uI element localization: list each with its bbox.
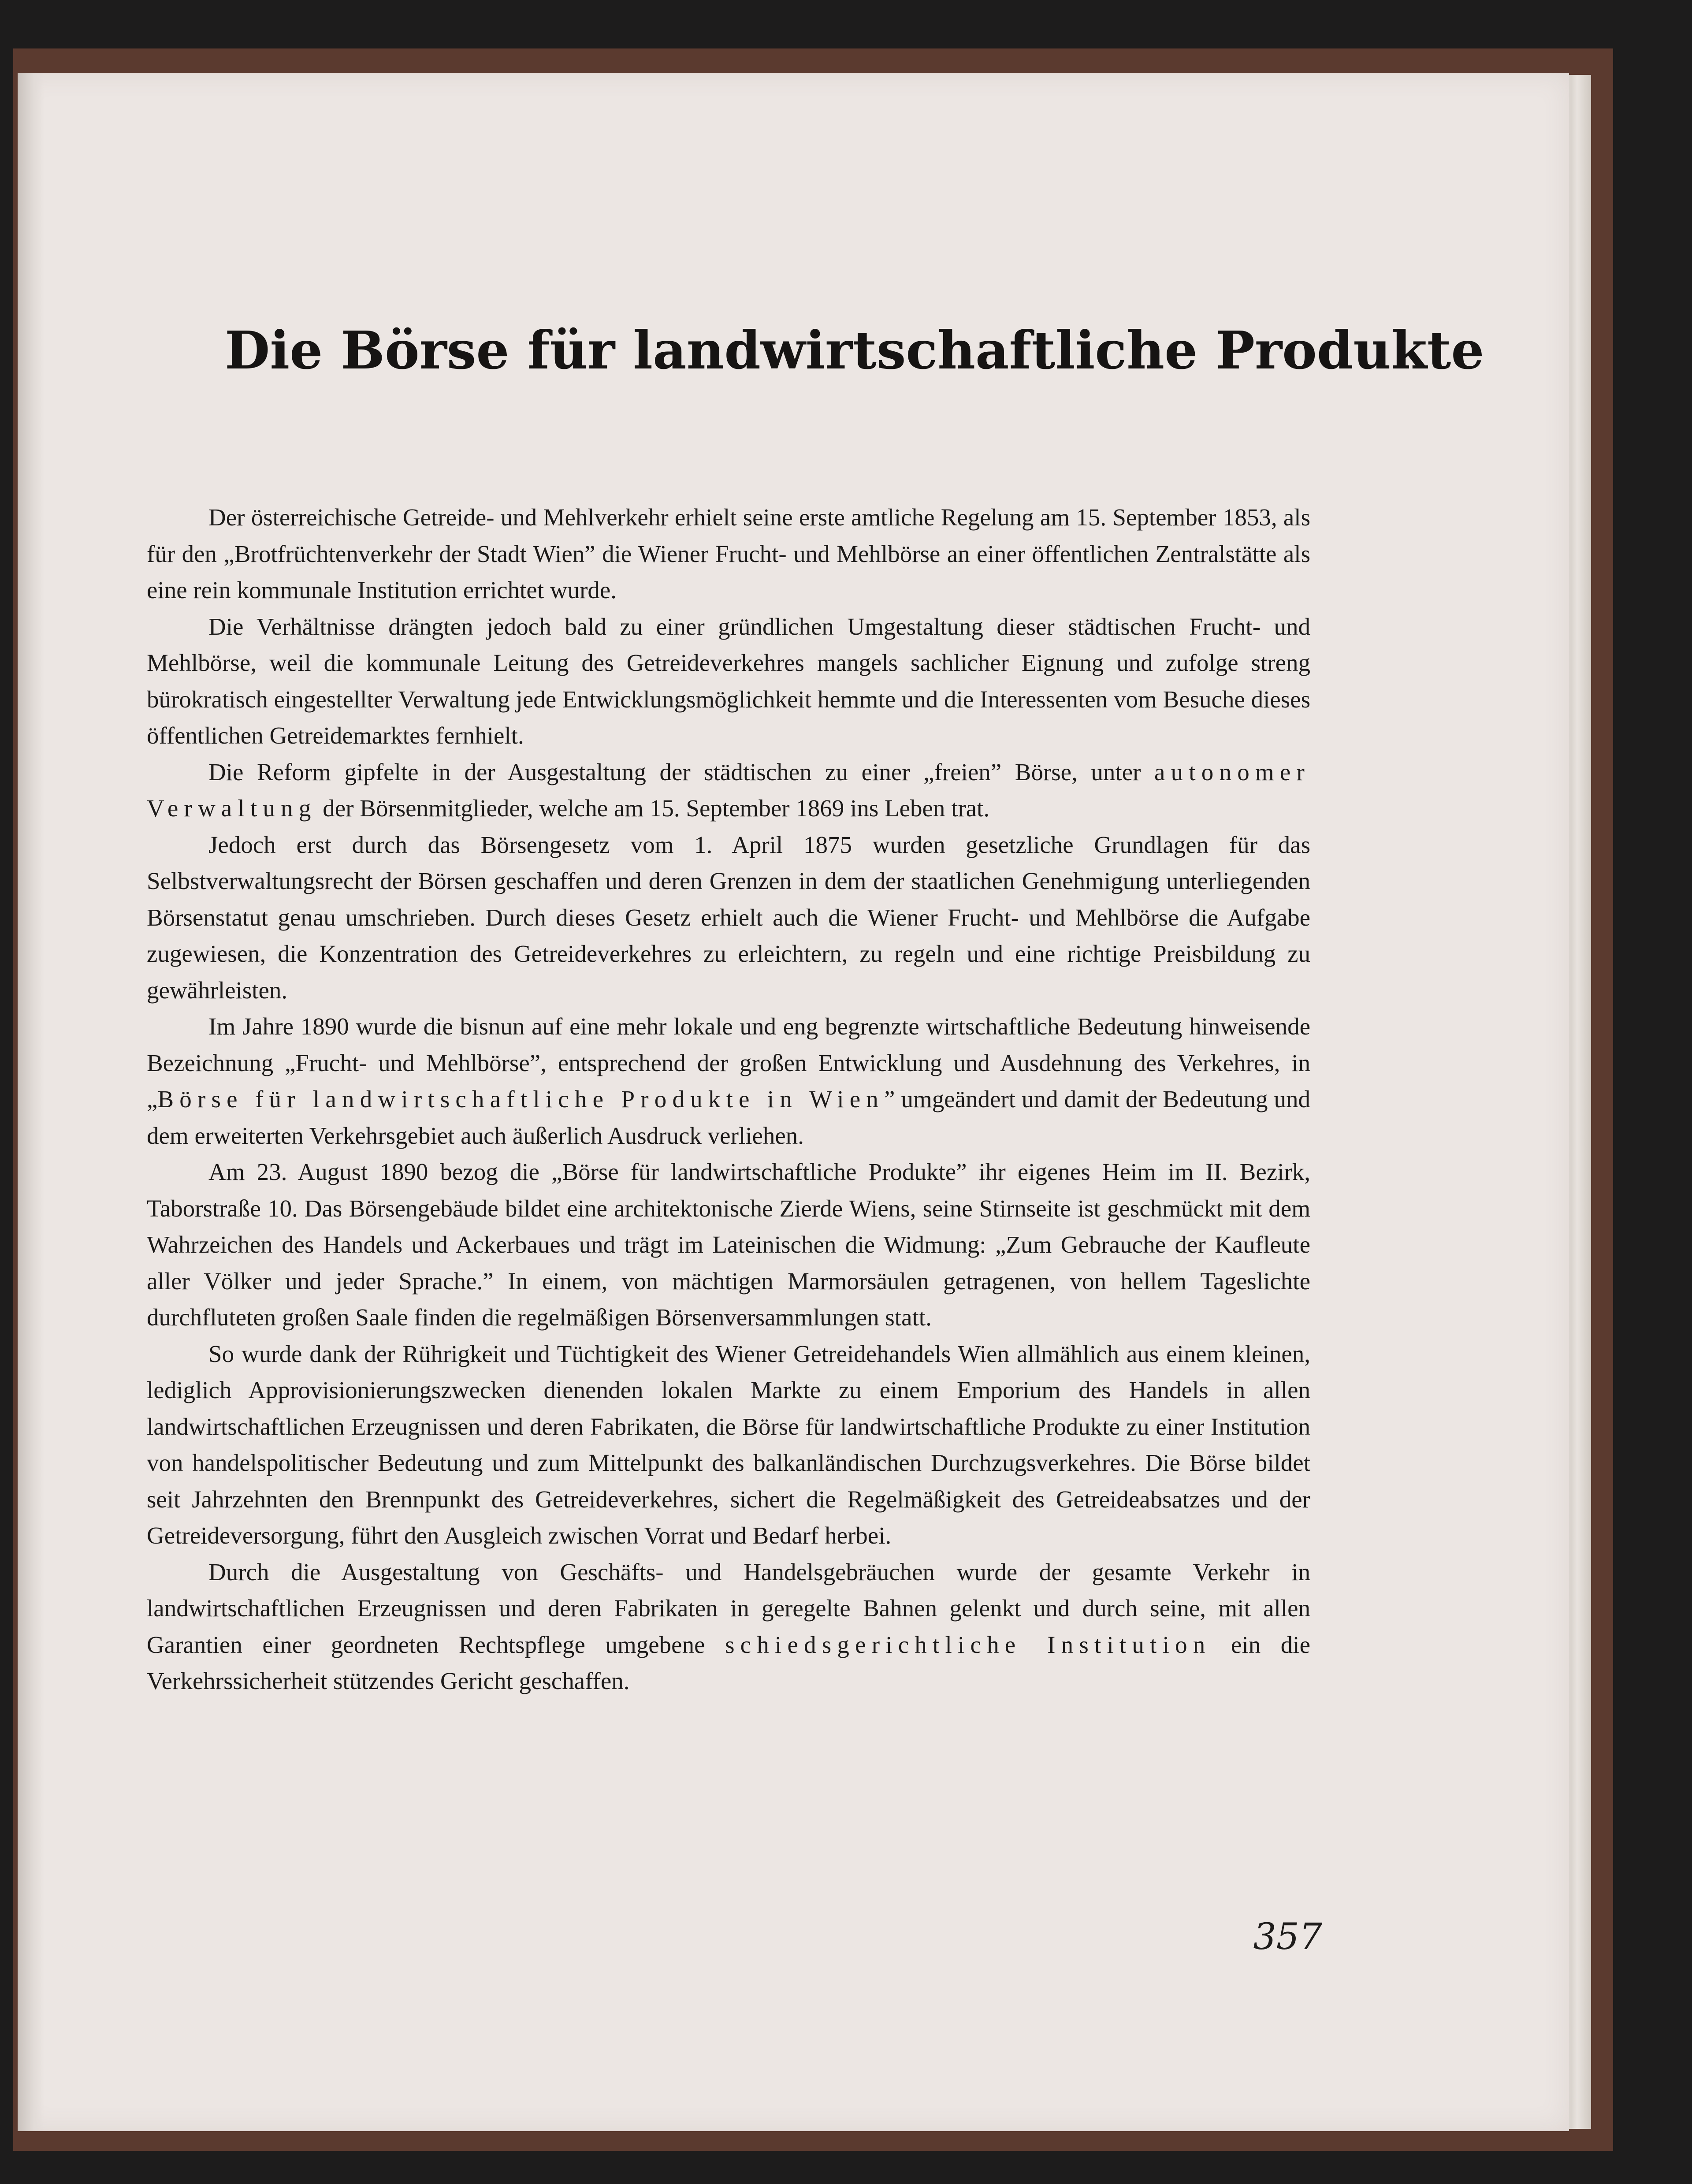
paragraph-3 xyxy=(147,754,1310,827)
paragraph-8-start: Durch die Ausgestaltung von Geschäfts- und Handelsgebräuchen wurde der gesamte Verkehr in landwirtschaftlichen Erzeugnissen und deren Fabrikaten in geregelte Bahnen gelenkt und durch seine, mit allen Garantien einer geordneten Rechtspflege umgebene xyxy=(147,1558,1310,1658)
page-sheet xyxy=(18,73,1569,2131)
spaced-emphasis-exchange-name: Börse für landwirtschaftliche Produkte in Wien xyxy=(157,1086,885,1112)
paragraph-3-start: Die Reform gipfelte in der Ausgestaltung der städtischen zu einer „freien” Börse, unter xyxy=(208,758,1141,785)
paragraph-3-end: der Börsenmitglieder, welche am 15. September 1869 ins Leben trat. xyxy=(323,795,990,822)
paragraph-8 xyxy=(147,1554,1310,1700)
paragraph-1: Der österreichische Getreide- und Mehlverkehr erhielt seine erste amtliche Regelung am 15. September 1853, als für den „Brotfrüchtenverkehr der Stadt Wien” die Wiener Frucht- und Mehlbörse an einer öffentlichen Zentralstätte als eine rein kommunale Institution errichtet wurde. xyxy=(147,504,1310,603)
paragraph-8-end: ein die Verkehrssicherheit stützendes Gericht geschaffen. xyxy=(147,1631,1311,1694)
gutter-shadow xyxy=(18,73,44,2131)
paragraph-5-start: Im Jahre 1890 wurde die bisnun auf eine mehr lokale und eng begrenzte wirtschaftliche Bedeutung hinweisende Bezeichnung „Frucht- und Mehlbörse”, entsprechend der großen Entwicklung und Ausdehnung des Verkehres, in „ xyxy=(147,1013,1310,1112)
paragraph-2: Die Verhältnisse drängten jedoch bald zu einer gründlichen Umgestaltung dieser städtischen Frucht- und Mehlbörse, weil die kommunale Leitung des Getreideverkehres mangels sachlicher Eignung und zufolge streng bürokratisch eingestellter Verwaltung jede Entwicklungsmöglichkeit hemmte und die Interessenten vom Besuche dieses öffentlichen Getreidemarktes fernhielt. xyxy=(147,613,1310,749)
body-text xyxy=(147,499,1310,1700)
page-number: 357 xyxy=(1253,1916,1322,1958)
spaced-emphasis-autonomer-verwaltung: autonomer Verwaltung xyxy=(147,758,1311,822)
paragraph-6: Am 23. August 1890 bezog die „Börse für landwirtschaftliche Produkte” ihr eigenes Heim im II. Bezirk, Taborstraße 10. Das Börsengebäude bildet eine architektonische Zierde Wiens, seine Stirnseite ist geschmückt mit dem Wahrzeichen des Handels und Ackerbaues und trägt im Lateinischen die Widmung: „Zum Gebrauche der Kaufleute aller Völker und jeder Sprache.” In einem, von mächtigen Marmorsäulen getragenen, von hellem Tageslichte durchfluteten großen Saale finden die regelmäßigen Börsenversammlungen statt. xyxy=(147,1158,1310,1331)
page-title: Die Börse für landwirtschaftliche Produkte xyxy=(225,320,1484,381)
paragraph-7: So wurde dank der Rührigkeit und Tüchtigkeit des Wiener Getreidehandels Wien allmählich aus einem kleinen, lediglich Approvisionierungszwecken dienenden lokalen Markte zu einem Emporium des Handels in allen landwirtschaftlichen Erzeugnissen und deren Fabrikaten, die Börse für landwirtschaftliche Produkte zu einer Institution von handelspolitischer Bedeutung und zum Mittelpunkt des balkanländischen Durchzugsverkehres. Die Börse bildet seit Jahrzehnten den Brennpunkt des Getreideverkehres, sichert die Regelmäßigkeit des Getreideabsatzes und der Getreideversorgung, führt den Ausgleich zwischen Vorrat und Bedarf herbei. xyxy=(147,1340,1310,1549)
paragraph-5 xyxy=(147,1008,1310,1154)
spaced-emphasis-schiedsgericht: schiedsgerichtliche Institution xyxy=(725,1631,1211,1658)
paragraph-4: Jedoch erst durch das Börsengesetz vom 1. April 1875 wurden gesetzliche Grundlagen für das Selbstverwaltungsrecht der Börsen geschaffen und deren Grenzen in dem der staatlichen Genehmigung unterliegenden Börsenstatut genau umschrieben. Durch dieses Gesetz erhielt auch die Wiener Frucht- und Mehlbörse die Aufgabe zugewiesen, die Konzentration des Getreideverkehres zu erleichtern, zu regeln und eine richtige Preisbildung zu gewährleisten. xyxy=(147,831,1310,1004)
paragraph-5-end: ” umgeändert und damit der Bedeutung und dem erweiterten Verkehrsgebiet auch äußerlich Ausdruck verliehen. xyxy=(147,1086,1310,1149)
